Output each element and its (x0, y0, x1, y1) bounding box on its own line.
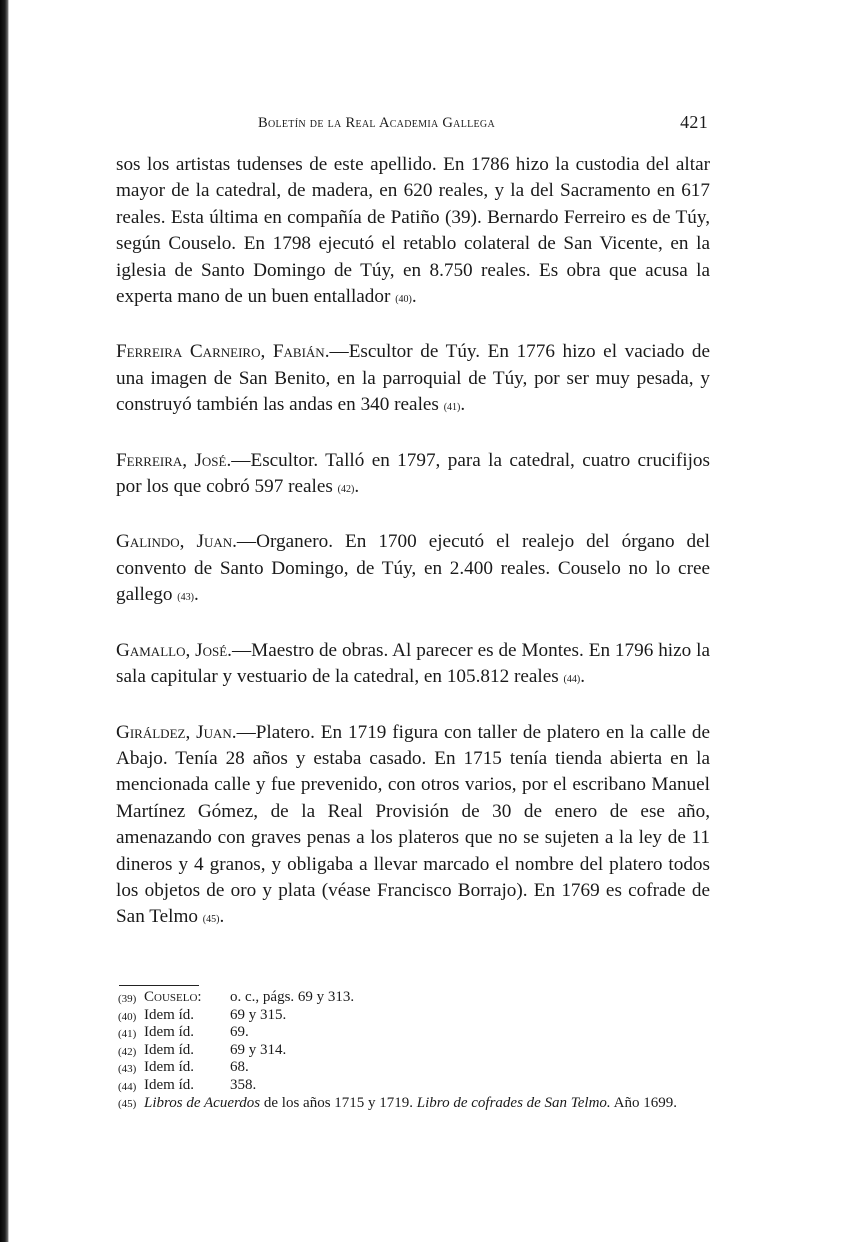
entry-gamallo (116, 638, 710, 694)
footnote-label: Couselo: (144, 989, 202, 1005)
main-text (116, 152, 710, 934)
footnote-text: 69. (230, 1024, 249, 1041)
footnote-title: Libros de Acuerdos (144, 1094, 261, 1111)
paragraph-continuation (116, 152, 710, 313)
footnote-label: Idem íd. (144, 1076, 194, 1093)
entry-ferreira-jose (116, 448, 710, 504)
footnote-label: Idem íd. (144, 1024, 194, 1041)
footnote-39 (118, 990, 718, 1008)
paragraph-text: —Escultor. Talló en 1797, para la catedral, cuatro crucifijos por los que cobró 597 reales (116, 449, 710, 498)
entry-giraldez (116, 720, 710, 934)
paragraph-end: . (354, 476, 360, 498)
journal-title: Boletín de la Real Academia Gallega (258, 115, 495, 131)
paragraph-text: —Organero. En 1700 ejecutó el realejo del órgano del convento de Santo Domingo, de Túy, en 2.400 reales. Couselo no lo cree gallego (116, 531, 710, 606)
paragraph-end: . (580, 666, 585, 688)
footnote-41 (118, 1025, 718, 1043)
footnote-number: (44) (118, 1080, 137, 1093)
footnote-label: Idem íd. (144, 1041, 194, 1058)
footnote-ref: (40) (395, 294, 412, 306)
entry-heading: Giráldez, Juan. (116, 721, 237, 743)
footnote-text: 69 y 315. (230, 1006, 287, 1023)
entry-galindo (116, 529, 710, 611)
footnote-number: (45) (118, 1097, 137, 1110)
paragraph-end: . (411, 286, 417, 308)
footnote-ref: (42) (337, 484, 355, 496)
paragraph-end: . (219, 906, 225, 928)
footnote-number: (43) (118, 1063, 137, 1076)
entry-heading: Gamallo, José. (116, 639, 232, 661)
footnote-ref: (41) (443, 402, 461, 414)
paragraph-end: . (193, 584, 199, 606)
footnote-43 (118, 1060, 718, 1078)
entry-heading: Galindo, Juan. (116, 531, 237, 553)
footnote-text: Año 1699. (610, 1094, 677, 1111)
footnote-text: de los años 1715 y 1719. (260, 1094, 417, 1111)
footnote-ref: (44) (563, 674, 581, 686)
footnote-45 (118, 1096, 718, 1113)
footnote-label: Idem íd. (144, 1059, 194, 1076)
footnote-label: Idem íd. (144, 1006, 194, 1023)
footnote-40 (118, 1008, 718, 1026)
footnote-44 (118, 1078, 718, 1096)
footnote-text: 69 y 314. (230, 1041, 287, 1058)
paragraph-text: —Escultor de Túy. En 1776 hizo el vaciado de una imagen de San Benito, en la parroquial de Túy, por ser muy pesada, y construyó también las andas en 340 reales (116, 341, 710, 416)
footnote-ref: (43) (177, 592, 194, 604)
footnote-42 (118, 1043, 718, 1061)
footnote-text: 358. (230, 1076, 257, 1093)
running-header (258, 112, 708, 138)
entry-heading: Ferreira, José. (116, 449, 232, 471)
page-number: 421 (680, 112, 708, 132)
entry-ferreira-carneiro (116, 339, 710, 421)
footnote-number: (41) (118, 1028, 137, 1041)
footnote-text: o. c., págs. 69 y 313. (230, 989, 355, 1005)
footnote-text: 68. (230, 1059, 249, 1076)
page-spine-edge (0, 0, 9, 1242)
paragraph-end: . (460, 394, 466, 416)
footnote-title: Libro de cofrades de San Telmo. (416, 1094, 611, 1111)
footnote-number: (40) (118, 1010, 137, 1023)
footnote-ref: (45) (202, 914, 220, 926)
footnote-rule (119, 985, 199, 986)
footnotes (118, 990, 718, 1112)
entry-heading: Ferreira Carneiro, Fabián. (116, 341, 330, 363)
paragraph-text: sos los artistas tudenses de este apellido. En 1786 hizo la custodia del altar mayor de la catedral, de madera, en 620 reales, y la del Sacramento en 617 reales. Esta última en compañía de Patiño (39). Bernardo Ferreiro es de Túy, según Couselo. En 1798 ejecutó el retablo colateral de San Vicente, en la iglesia de Santo Domingo de Túy, en 8.750 reales. Es obra que acusa la experta mano de un buen entallador (116, 154, 710, 308)
footnote-number: (39) (118, 993, 137, 1005)
paragraph-text: —Maestro de obras. Al parecer es de Montes. En 1796 hizo la sala capitular y vestuario de la catedral, en 105.812 reales (116, 639, 710, 688)
paragraph-text: —Platero. En 1719 figura con taller de platero en la calle de Abajo. Tenía 28 años y estaba casado. En 1715 tenía tienda abierta en la mencionada calle y fue prevenido, con otros varios, por el escribano Manuel Martínez Gómez, de la Real Provisión de 30 de enero de ese año, amenazando con graves penas a los plateros que no se sujeten a la ley de 11 dineros y 4 granos, y obligaba a llevar marcado el nombre del platero todos los objetos de oro y plata (véase Francisco Borrajo). En 1769 es cofrade de San Telmo (116, 721, 710, 928)
footnote-number: (42) (118, 1045, 137, 1058)
